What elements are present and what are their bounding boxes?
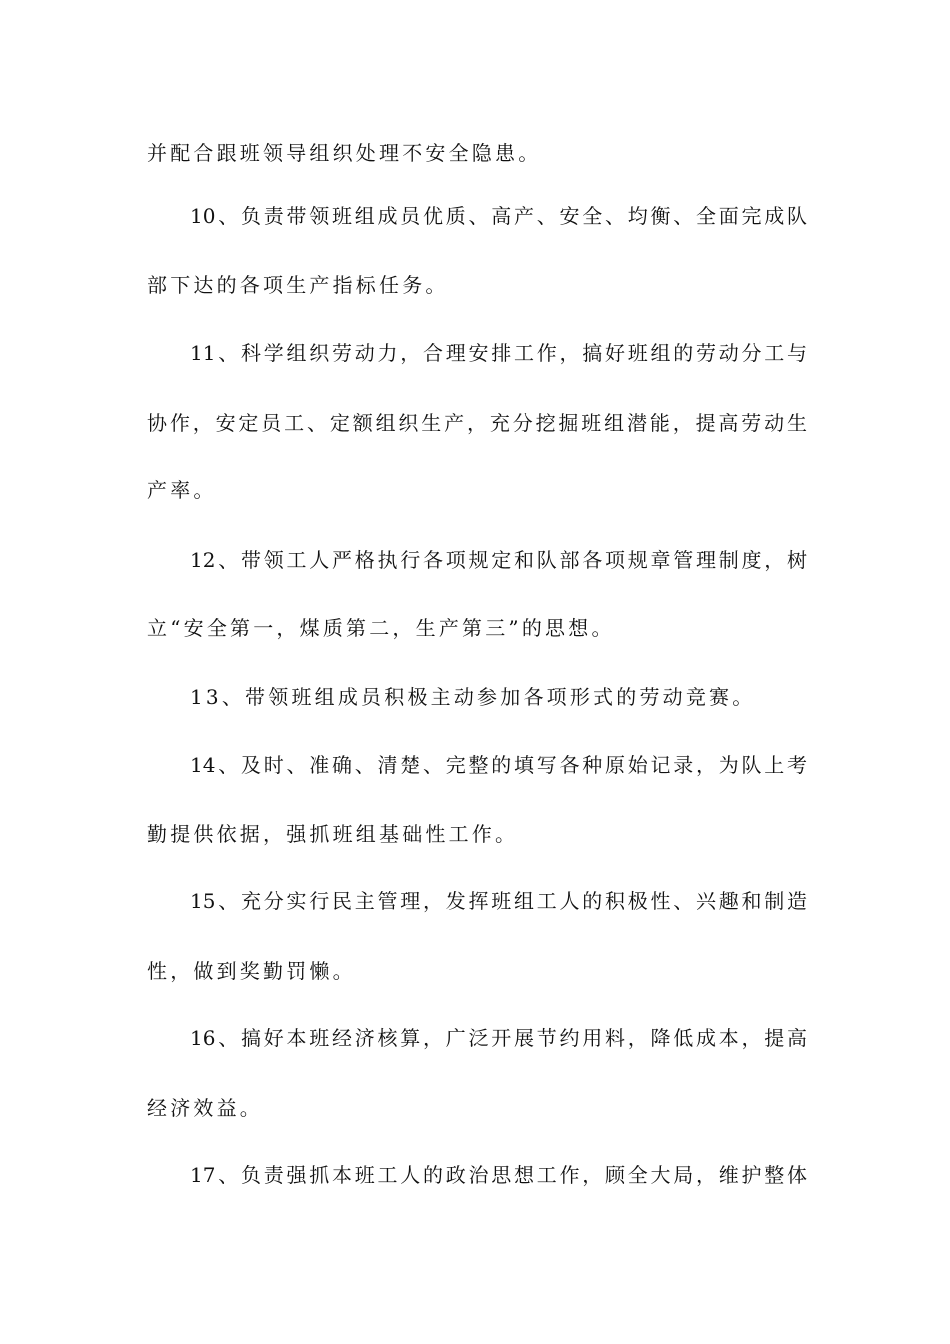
text-line: 13、带领班组成员积极主动参加各项形式的劳动竞赛。 [190, 685, 756, 709]
text-line: 立“安全第一，煤质第二，生产第三”的思想。 [147, 616, 615, 640]
text-line: 勤提供依据，强抓班组基础性工作。 [147, 822, 519, 846]
text-line: 性，做到奖勤罚懒。 [147, 959, 356, 983]
text-line: 15、充分实行民主管理，发挥班组工人的积极性、兴趣和制造 [190, 889, 807, 913]
text-line: 产率。 [147, 478, 217, 502]
text-line: 12、带领工人严格执行各项规定和队部各项规章管理制度，树 [190, 548, 807, 572]
text-line: 11、科学组织劳动力，合理安排工作，搞好班组的劳动分工与 [190, 341, 807, 365]
text-line: 经济效益。 [147, 1096, 263, 1120]
text-line: 14、及时、准确、清楚、完整的填写各种原始记录，为队上考 [190, 753, 807, 777]
text-line: 部下达的各项生产指标任务。 [147, 273, 449, 297]
text-line: 并配合跟班领导组织处理不安全隐患。 [147, 141, 542, 165]
text-line: 16、搞好本班经济核算，广泛开展节约用料，降低成本，提高 [190, 1026, 807, 1050]
text-line: 17、负责强抓本班工人的政治思想工作，顾全大局，维护整体 [190, 1163, 807, 1187]
text-line: 协作，安定员工、定额组织生产，充分挖掘班组潜能，提高劳动生 [147, 411, 807, 435]
text-line: 10、负责带领班组成员优质、高产、安全、均衡、全面完成队 [190, 204, 807, 228]
